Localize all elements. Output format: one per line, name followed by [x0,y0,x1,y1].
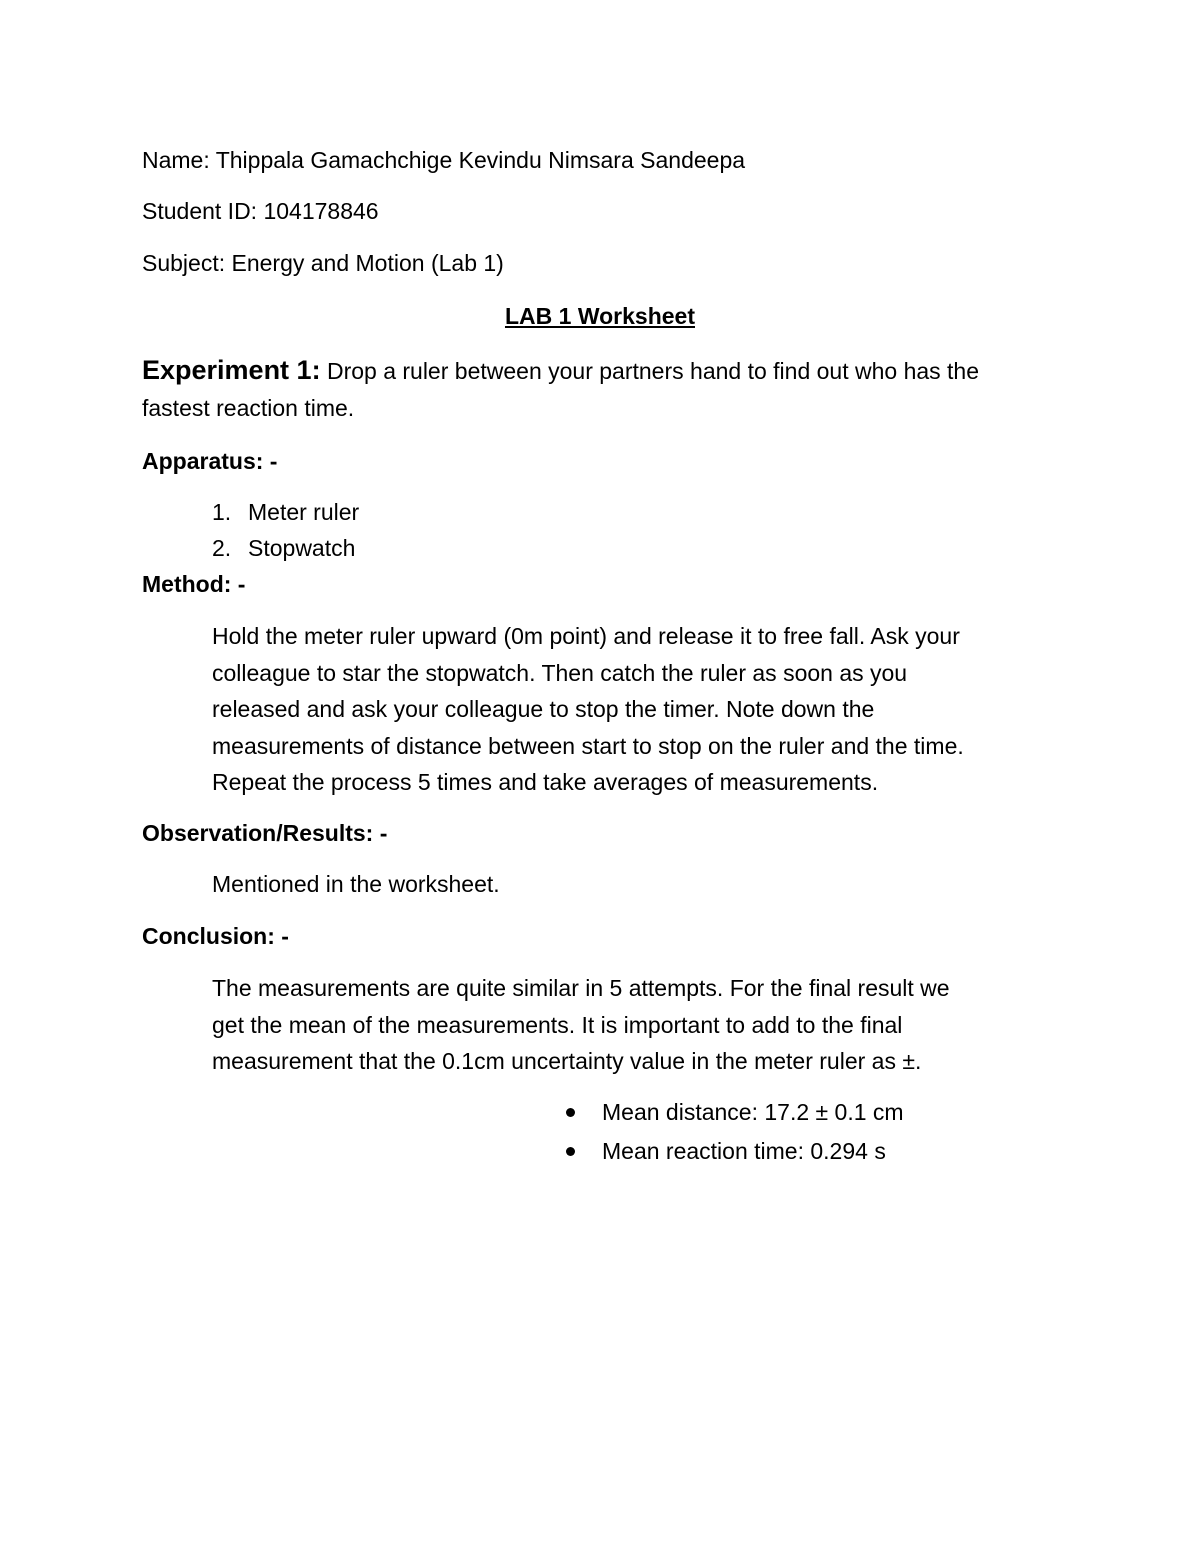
conclusion-line: measurement that the 0.1cm uncertainty value in the meter ruler as ±. [212,1048,922,1074]
experiment-text-2: fastest reaction time. [142,395,355,421]
conclusion-paragraph [212,970,1072,1080]
bullet-icon [566,1108,575,1117]
list-text: Meter ruler [248,499,360,525]
student-name: Name: Thippala Gamachchige Kevindu Nimsara Sandeepa [142,147,746,173]
apparatus-heading: Apparatus: - [142,448,278,474]
result-mean-distance: Mean distance: 17.2 ± 0.1 cm [602,1099,904,1125]
conclusion-line: The measurements are quite similar in 5 attempts. For the final result we [212,975,950,1001]
experiment-line-1 [142,352,979,389]
method-paragraph [212,618,1072,801]
list-number: 2. [212,535,232,561]
student-id: Student ID: 104178846 [142,198,379,224]
method-line: Repeat the process 5 times and take averages of measurements. [212,769,879,795]
method-line: colleague to star the stopwatch. Then catch the ruler as soon as you [212,659,908,686]
method-line: Hold the meter ruler upward (0m point) and release it to free fall. Ask your [212,623,960,649]
observation-heading: Observation/Results: - [142,820,388,846]
bullet-icon [566,1147,575,1156]
method-line: measurements of distance between start to stop on the ruler and the time. [212,732,964,759]
conclusion-line: get the mean of the measurements. It is important to add to the final [212,1011,903,1038]
list-text: Stopwatch [248,535,356,561]
observation-text: Mentioned in the worksheet. [212,871,500,897]
method-heading: Method: - [142,571,246,597]
worksheet-title: LAB 1 Worksheet [504,303,695,329]
experiment-text-1: Drop a ruler between your partners hand to find out who has the [320,358,980,384]
result-mean-reaction-time: Mean reaction time: 0.294 s [602,1138,886,1164]
method-line: released and ask your colleague to stop the timer. Note down the [212,696,875,722]
conclusion-heading: Conclusion: - [142,923,289,949]
experiment-label: Experiment 1: [142,355,321,385]
subject: Subject: Energy and Motion (Lab 1) [142,250,504,276]
list-number: 1. [212,499,232,525]
